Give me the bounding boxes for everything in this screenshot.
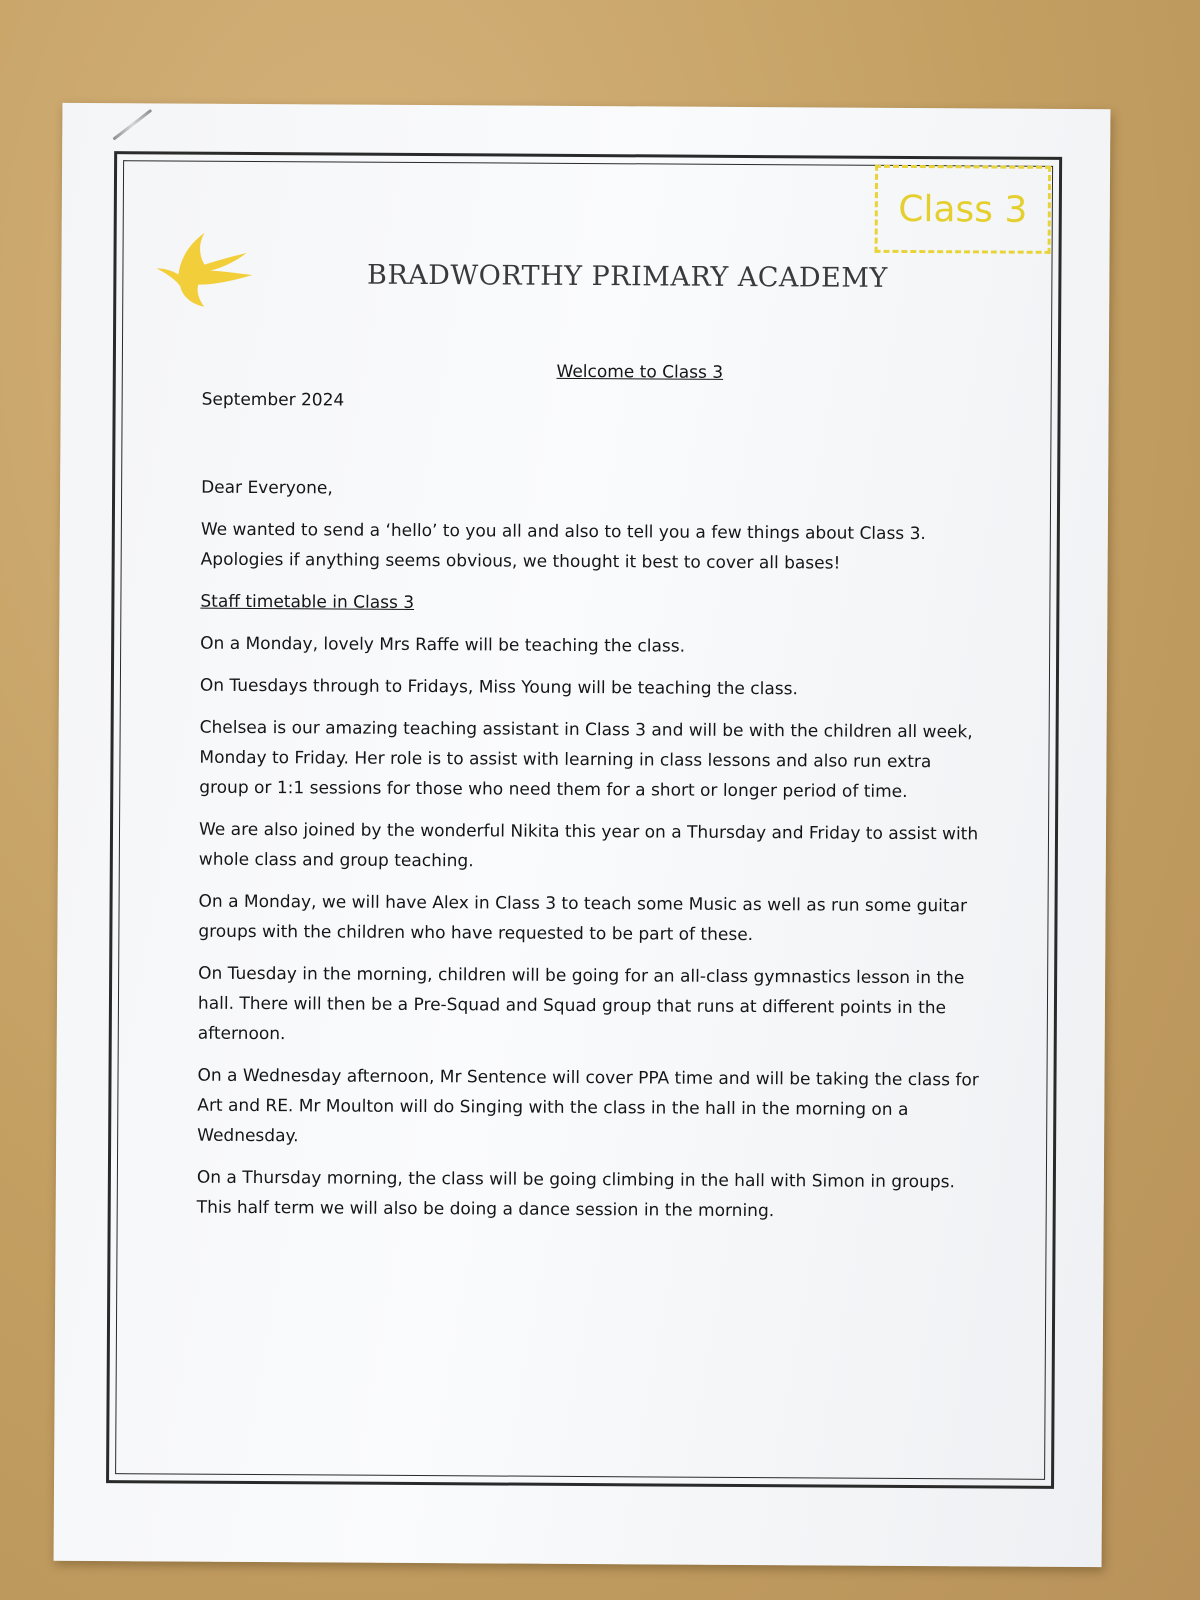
staple [112, 109, 152, 141]
paragraph-monday: On a Monday, lovely Mrs Raffe will be teaching the class. [200, 633, 686, 657]
greeting: Dear Everyone, [201, 477, 333, 499]
class-tag-label: Class 3 [898, 188, 1028, 231]
page-border [106, 151, 1062, 1489]
swallow-bird-icon [154, 230, 254, 311]
letter-sheet [54, 103, 1111, 1567]
letter-title: Welcome to Class 3 [556, 361, 724, 383]
section-heading: Staff timetable in Class 3 [200, 591, 415, 613]
paragraph-wednesday: On a Wednesday afternoon, Mr Sentence will cover PPA time and will be taking the class for Art and RE. Mr Moulton will do Singing with the class in the hall in the morning on a Wednesday. [197, 1065, 979, 1147]
letter-date: September 2024 [201, 389, 345, 411]
class-tag [875, 165, 1052, 254]
paragraph-tuesday: On Tuesday in the morning, children will be going for an all-class gymnastics lesson in the hall. There will then be a Pre-Squad and Squad group that runs at different points in the afternoon. [197, 963, 965, 1045]
paragraph-alex: On a Monday, we will have Alex in Class 3 to teach some Music as well as run some guitar groups with the children who have requested to be part of these. [198, 891, 968, 946]
school-name: BRADWORTHY PRIMARY ACADEMY [366, 259, 888, 294]
paragraph-tue-fri: On Tuesdays through to Fridays, Miss Young will be teaching the class. [199, 675, 798, 700]
paragraph-thursday: On a Thursday morning, the class will be going climbing in the hall with Simon in groups. This half term we will also be doing a dance session in the morning. [196, 1167, 955, 1222]
paragraph-nikita: We are also joined by the wonderful Nikita this year on a Thursday and Friday to assist with whole class and group teaching. [198, 819, 979, 872]
letter-body [197, 355, 988, 1240]
intro-paragraph: We wanted to send a ‘hello’ to you all and also to tell you a few things about Class 3. Apologies if anything seems obvious, we thought it best to cover all bases! [200, 519, 926, 574]
paragraph-chelsea: Chelsea is our amazing teaching assistant in Class 3 and will be with the children all week, Monday to Friday. Her role is to assist with learning in class lessons and also run extra group or 1:1 sessions for those who need them for a short or longer period of time. [199, 717, 973, 802]
